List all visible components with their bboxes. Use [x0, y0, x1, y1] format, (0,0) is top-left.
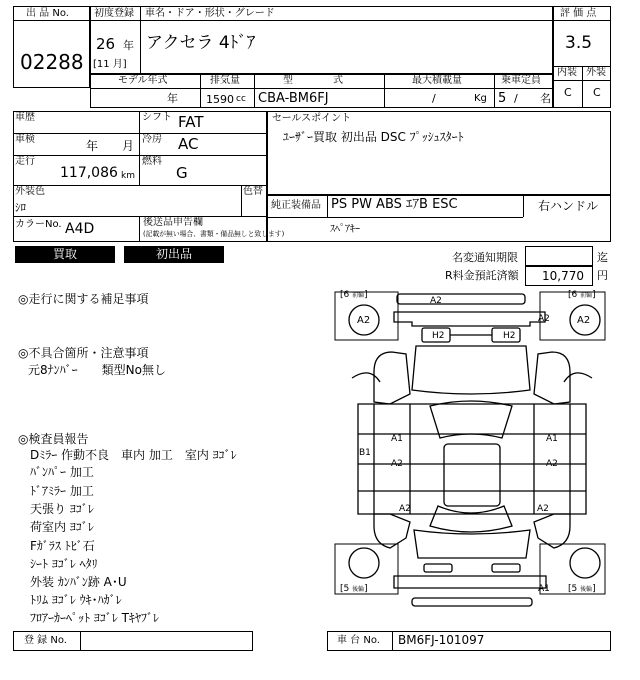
- color-change-label: 色替: [243, 186, 263, 197]
- model-code: CBA-BM6FJ: [258, 91, 329, 106]
- interior-label: 内装: [557, 67, 577, 78]
- model-year-label: モデル年式: [118, 75, 168, 86]
- rear-right-tire-label: [5 後輪]: [568, 584, 596, 594]
- mileage: 117,086: [60, 165, 118, 181]
- registration-number-label: 登 録 No.: [24, 635, 67, 646]
- inspector-report-label: ◎検査員報告: [18, 432, 89, 446]
- deadline-unit: 迄: [597, 251, 608, 264]
- equipment-label: 純正装備品: [271, 200, 321, 211]
- color-number: A4D: [65, 221, 95, 237]
- capacity: 5: [498, 91, 507, 106]
- lot-number-label: 出 品 No.: [26, 8, 69, 19]
- driving-notes-label: ◎走行に関する補足事項: [18, 292, 149, 306]
- first-registration-label: 初度登録: [94, 8, 134, 19]
- defects-label: ◎不具合箇所・注意事項: [18, 346, 149, 360]
- right-rear-fender-mark: A2: [537, 504, 549, 514]
- inspector-line: ﾊﾞﾝﾊﾟｰ 加工: [30, 465, 94, 479]
- displacement-label: 排気量: [210, 75, 240, 86]
- inspector-line: ﾄﾞｱﾐﾗｰ 加工: [30, 484, 94, 498]
- inspector-line: ﾄﾘﾑ ﾖｺﾞﾚ ｳｷ･ﾊｶﾞﾚ: [30, 593, 122, 607]
- inspection-label: 車検: [15, 134, 35, 145]
- front-bumper-mark: A2: [430, 296, 442, 306]
- aftermarket-label: 後送品申告欄: [143, 217, 203, 228]
- history-label: 車歴: [15, 112, 35, 123]
- capacity-label: 乗車定員: [501, 75, 541, 86]
- color-label: 外装色: [15, 186, 45, 197]
- first-listing-tag: 初出品: [124, 246, 224, 263]
- front-left-tire-label: [6 前輪]: [340, 290, 368, 300]
- chassis-number: BM6FJ-101097: [398, 633, 485, 647]
- registration-year-unit: 年: [123, 39, 134, 52]
- equipment-value: PS PW ABS ｴｱB ESC: [331, 197, 458, 212]
- left-front-door-mark: A1: [391, 434, 403, 444]
- aftermarket-value: ｽﾍﾟｱｷｰ: [330, 224, 360, 235]
- interior-grade: C: [564, 86, 572, 99]
- score: 3.5: [565, 33, 593, 53]
- displacement: 1590: [206, 93, 234, 106]
- max-load-label: 最大積載量: [412, 75, 462, 86]
- fuel-label: 燃料: [142, 156, 162, 167]
- inspector-line: ｼｰﾄ ﾖｺﾞﾚ ﾍﾀﾘ: [30, 557, 98, 571]
- left-rear-fender-mark: A2: [399, 504, 411, 514]
- left-rear-door-mark: A2: [391, 459, 403, 469]
- inspector-line: 天張り ﾖｺﾞﾚ: [30, 502, 94, 516]
- deadline-label: 名変通知期限: [452, 251, 518, 264]
- inspector-line: Dﾐﾗｰ 作動不良 車内 加工 室内 ﾖｺﾞﾚ: [30, 448, 237, 462]
- front-right-tire-label: [6 前輪]: [568, 290, 596, 300]
- left-pillar-mark: B1: [359, 448, 371, 458]
- color-number-label: カラーNo.: [15, 219, 62, 230]
- sales-point-label: セールスポイント: [272, 113, 352, 124]
- right-front-door-mark: A1: [546, 434, 558, 444]
- inspector-line: Fｶﾞﾗｽ ﾄﾋﾞ石: [30, 539, 95, 553]
- score-label: 評 価 点: [560, 8, 597, 19]
- sales-point-text: ﾕｰｻﾞｰ買取 初出品 DSC ﾌﾟｯｼｭｽﾀｰﾄ: [283, 130, 464, 144]
- inspection-year-unit: 年: [86, 139, 99, 153]
- max-load-unit: Kg: [474, 93, 487, 104]
- mileage-unit: km: [121, 171, 135, 181]
- front-panel-mark: A2: [538, 314, 550, 324]
- deadline-field: [525, 246, 593, 266]
- color: ｼﾛ: [15, 201, 26, 214]
- aftermarket-note: (記載が無い場合、書類・備品無しと致します): [143, 230, 285, 238]
- max-load-separator: /: [432, 92, 436, 105]
- headlight-right-mark: H2: [503, 331, 516, 341]
- lot-number: 02288: [20, 50, 84, 74]
- model-code-label: 型 式: [283, 75, 343, 86]
- recycle-unit: 円: [597, 269, 608, 282]
- car-name-label: 車名・ドア・形状・グレード: [145, 8, 275, 19]
- headlight-left-mark: H2: [432, 331, 445, 341]
- mileage-label: 走行: [15, 156, 35, 167]
- displacement-unit: cc: [236, 94, 246, 104]
- steering-side: 右ハンドル: [538, 199, 599, 213]
- ac-label: 冷房: [142, 134, 162, 145]
- model-year-unit: 年: [167, 92, 178, 105]
- registration-month: [11 月]: [93, 59, 127, 70]
- rear-left-tire-label: [5 後輪]: [340, 584, 368, 594]
- ac: AC: [178, 135, 199, 153]
- shift: FAT: [178, 113, 204, 131]
- capacity-separator: /: [514, 92, 518, 105]
- inspection-month-unit: 月: [122, 139, 135, 153]
- defects-text: 元8ﾅﾝﾊﾞｰ 類型No無し: [28, 363, 166, 377]
- rear-bumper-mark: A1: [538, 584, 550, 594]
- inspector-line: ﾌﾛｱｰｶｰﾍﾟｯﾄ ﾖｺﾞﾚ Tｷﾔﾌﾞﾚ: [30, 611, 159, 625]
- recycle-value: 10,770: [542, 269, 584, 283]
- exterior-label: 外装: [586, 67, 606, 78]
- exterior-grade: C: [593, 86, 601, 99]
- capacity-unit: 名: [540, 92, 551, 105]
- purchase-tag: 買取: [15, 246, 115, 263]
- inspector-line: 外装 ｶﾝﾊﾞﾝ跡 A･U: [30, 575, 127, 589]
- front-left-tire-mark: A2: [357, 315, 371, 326]
- chassis-number-label: 車 台 No.: [337, 635, 380, 646]
- registration-year: 26: [96, 35, 116, 53]
- right-rear-door-mark: A2: [546, 459, 558, 469]
- car-damage-diagram: [330, 286, 615, 626]
- recycle-label: R料金預託済額: [445, 269, 519, 282]
- fuel: G: [176, 164, 188, 182]
- car-name: アクセラ 4ﾄﾞｱ: [146, 33, 256, 53]
- inspector-line: 荷室内 ﾖｺﾞﾚ: [30, 520, 94, 534]
- front-right-tire-mark: A2: [577, 315, 591, 326]
- shift-label: シフト: [142, 112, 172, 123]
